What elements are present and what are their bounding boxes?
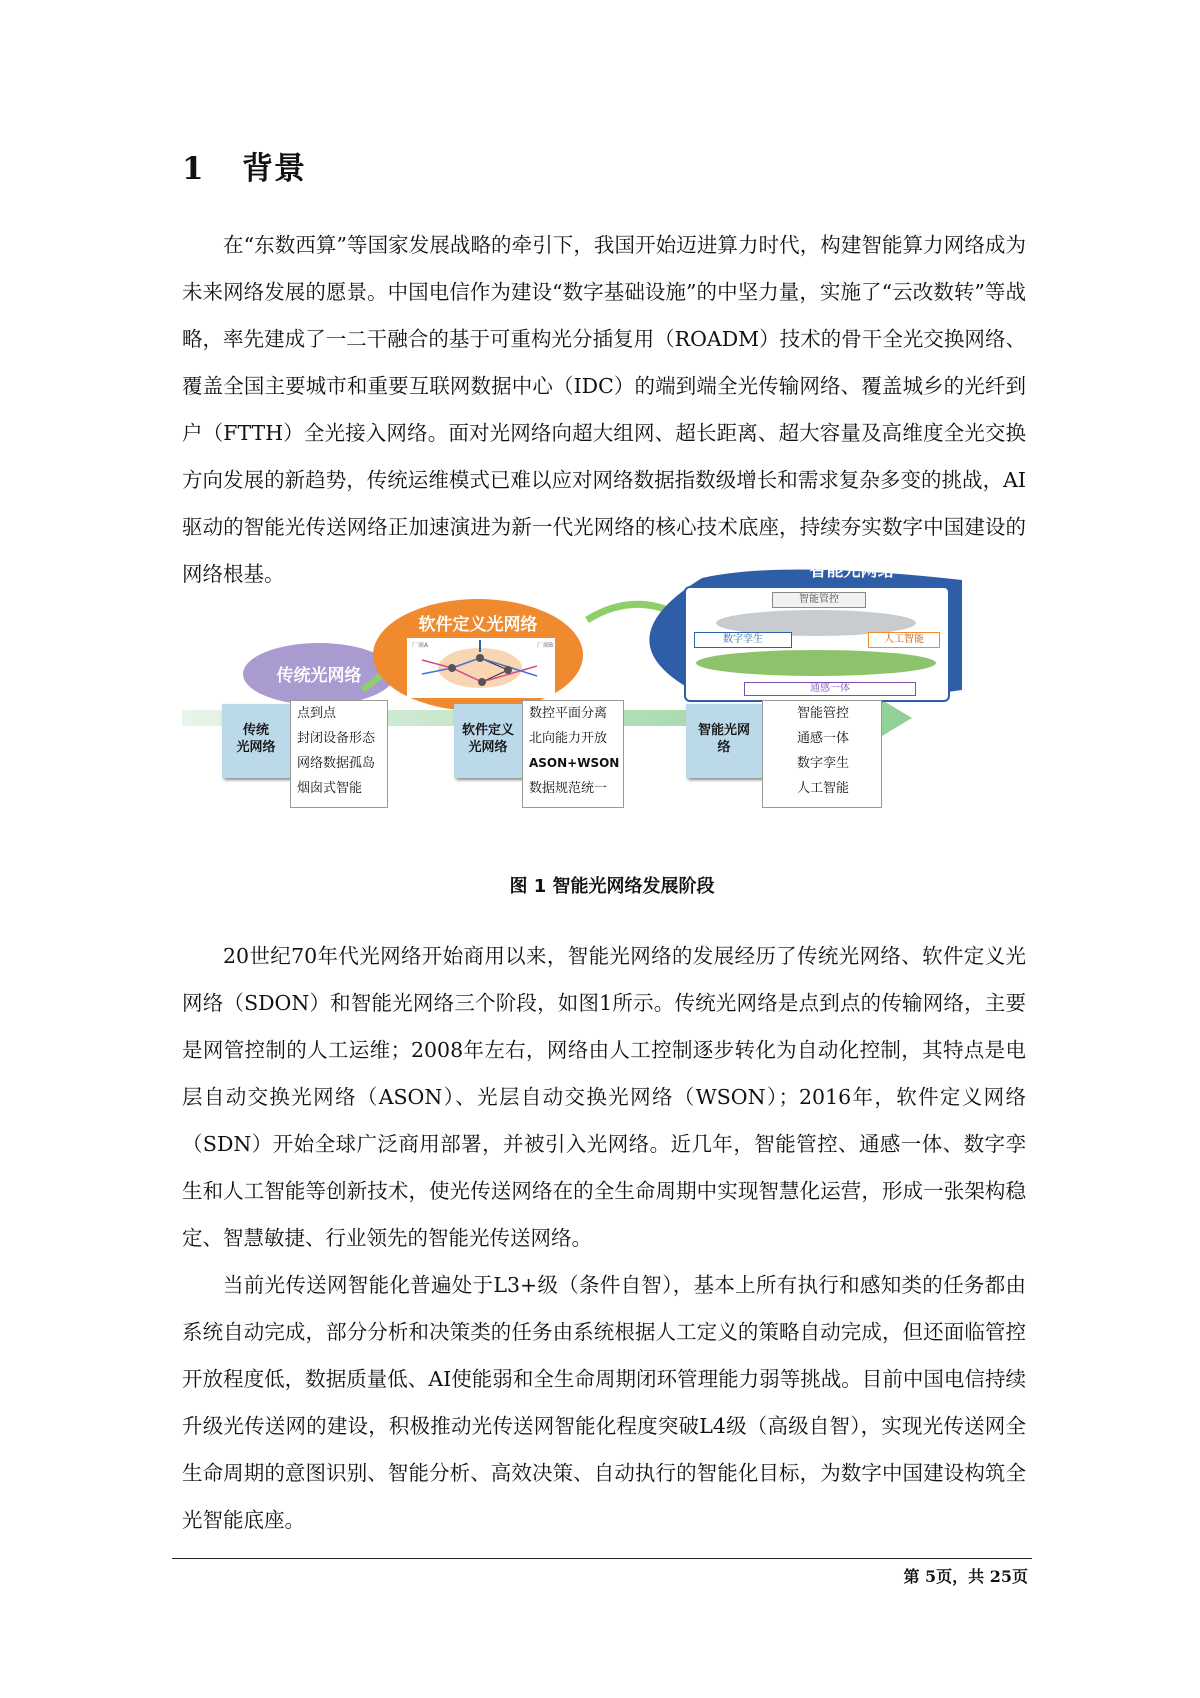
stage-item: 封闭设备形态 [297, 731, 376, 746]
sdon-node-4 [478, 678, 486, 686]
section-number: 1 [182, 151, 205, 187]
figure-1 [182, 561, 1042, 900]
stage-item: 数字孪生 [797, 756, 850, 771]
stage-intelligent [686, 700, 886, 810]
stage-item: 烟囱式智能 [297, 781, 363, 796]
stage-label-line2: 络 [717, 740, 731, 755]
stage-item: 人工智能 [797, 781, 850, 796]
sdon-node-1 [448, 664, 456, 672]
stage-label-box [686, 704, 762, 778]
figure-caption: 图 1 智能光网络发展阶段 [509, 876, 715, 897]
stage-item: 点到点 [297, 706, 337, 721]
stage-label-line1: 传统 [242, 723, 269, 738]
stage-items-box [522, 700, 624, 808]
stage-item: 智能管控 [797, 706, 850, 721]
sdon-vendor-b: 厂商B [537, 642, 554, 649]
traditional-bubble-label: 传统光网络 [276, 666, 362, 686]
stage-item: 数据规范统一 [529, 781, 608, 796]
section-title: 背景 [242, 151, 306, 187]
stage-traditional [222, 700, 422, 810]
intelligent-ai-label: 人工智能 [868, 632, 940, 648]
sdon-node-3 [504, 666, 512, 674]
sdon-vendor-a: 厂商A [412, 642, 429, 649]
physical-layer [696, 650, 936, 676]
paragraph-3: 当前光传送网智能化普遍处于L3+级（条件自智），基本上所有执行和感知类的任务都由系统自动完成，部分分析和决策类的任务由系统根据人工定义的策略自动完成，但还面临管控开放程度低，数据质量低、AI使能弱和全生命周期闭环管理能力弱等挑战。目前中国电信持续升级光传送网的建设，积极推动光传送网智能化程度突破L4级（高级自智），实现光传送网全生命周期的意图识别、智能分析、高效决策、自动执行的智能化目标，为数字中国建设构筑全光智能底座。 [182, 1273, 1026, 1532]
intelligent-sensing-label: 通感一体 [744, 682, 916, 696]
stage-items-box [762, 700, 882, 808]
stage-label-box [454, 704, 522, 778]
stage-label-line1: 智能光网 [697, 723, 750, 738]
paragraph-1: 在“东数西算”等国家发展战略的牵引下，我国开始迈进算力时代，构建智能算力网络成为未来网络发展的愿景。中国电信作为建设“数字基础设施”的中坚力量，实施了“云改数转”等战略，率先建成了一二干融合的基于可重构光分插复用（ROADM）技术的骨干全光交换网络、覆盖全国主要城市和重要互联网数据中心（IDC）的端到端全光传输网络、覆盖城乡的光纤到户（FTTH）全光接入网络。面对光网络向超大组网、超长距离、超大容量及高维度全光交换方向发展的新趋势，传统运维模式已难以应对网络数据指数级增长和需求复杂多变的挑战，AI驱动的智能光传送网络正加速演进为新一代光网络的核心技术底座，持续夯实数字中国建设的网络根基。 [182, 233, 1026, 586]
sdon-node-2 [476, 654, 484, 662]
stage-label-box [222, 704, 290, 778]
stage-items-box [290, 700, 388, 808]
stage-label-line2: 光网络 [468, 740, 508, 755]
stage-item: 北向能力开放 [529, 731, 608, 746]
sdon-bubble-label: 软件定义光网络 [418, 615, 538, 635]
page-number: 第 5页，共 25页 [903, 1567, 1028, 1586]
intelligent-panel [684, 586, 950, 702]
footer-divider [172, 1558, 1032, 1559]
stage-sdon [454, 700, 654, 810]
paragraph-2: 20世纪70年代光网络开始商用以来，智能光网络的发展经历了传统光网络、软件定义光网络（SDON）和智能光网络三个阶段，如图1所示。传统光网络是点到点的传输网络，主要是网管控制的人工运维；2008年左右，网络由人工控制逐步转化为自动化控制，其特点是电层自动交换光网络（ASON）、光层自动交换光网络（WSON）；2016年，软件定义网络（SDN）开始全球广泛商用部署，并被引入光网络。近几年，智能管控、通感一体、数字孪生和人工智能等创新技术，使光传送网络在的全生命周期中实现智慧化运营，形成一张架构稳定、智慧敏捷、行业领先的智能光传送网络。 [182, 944, 1026, 1250]
stage-label-line1: 软件定义 [461, 723, 514, 738]
stage-label-line2: 光网络 [236, 740, 276, 755]
intelligent-control-label: 智能管控 [772, 592, 866, 608]
intelligent-bubble-label: 智能光网络 [809, 561, 895, 581]
stage-item: 数控平面分离 [529, 706, 608, 721]
stage-item: ASON+WSON [529, 756, 620, 770]
stage-item: 通感一体 [797, 731, 850, 746]
section-heading [182, 143, 306, 188]
stage-item: 网络数据孤岛 [297, 756, 376, 771]
intelligent-twin-label: 数字孪生 [694, 632, 792, 648]
